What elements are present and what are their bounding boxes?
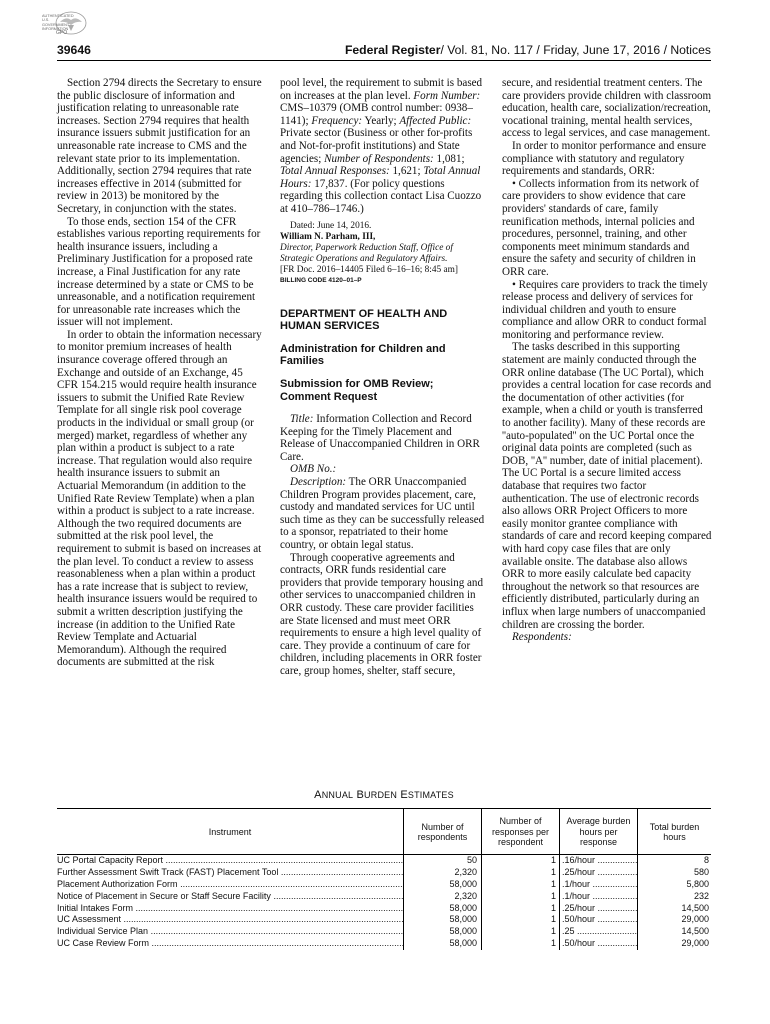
cell-responses — [481, 903, 559, 915]
cell-total-text: 232 — [693, 890, 709, 901]
title-text: Information Collection and Record Keeping for the Timely Placement and Release of Unaccompanied Children in ORR Care. — [280, 413, 480, 463]
bullet-item: • Collects information from its network of care providers to show evidence that care providers' standards of care, family reunification methods, internal policies and procedures, personnel, training, and other components meet minimum standards and ensure the safety and security of children in ORR care. — [502, 177, 699, 278]
running-head — [345, 43, 711, 57]
description-text: The ORR Unaccompanied Children Program provides placement, care, custody and mandated services for UC until such time as they can be successfully released to a sponsor, repatriated to their home country, or obtain legal status. — [280, 476, 485, 552]
paragraph-text: pool level, the requirement to submit is based on increases at the plan level. — [280, 77, 483, 102]
title-smallcaps: URDEN — [364, 790, 398, 800]
column-3 — [502, 77, 712, 644]
affected-public-label: Affected Public: — [399, 114, 472, 127]
agency-heading: DEPARTMENT OF HEALTH AND HUMAN SERVICES — [280, 307, 448, 333]
seal-text-line: GPO — [56, 30, 68, 37]
cell-instrument-text: UC Portal Capacity Report ..... — [57, 855, 403, 865]
total-responses: 1,621; — [392, 165, 421, 178]
total-responses-label: Total Annual Responses: — [280, 165, 390, 178]
seal-text-line: AUTHENTICATED — [42, 14, 74, 18]
cell-burden — [559, 914, 637, 926]
table-row — [57, 879, 711, 891]
cell-responses-text: 1 — [550, 902, 556, 913]
respondents-label: Number of Respondents: — [324, 152, 434, 165]
cell-burden-text: .25/hour ..... — [562, 867, 637, 877]
issue-details: / Vol. 81, No. 117 / Friday, June 17, 2016 / Notices — [440, 43, 711, 57]
title-label: Title: — [290, 413, 314, 426]
table-row — [57, 926, 711, 938]
publication-name: Federal Register — [344, 43, 441, 57]
cell-total — [637, 903, 711, 915]
table-title — [57, 789, 711, 802]
cell-instrument — [57, 926, 403, 938]
cell-respondents-text: 50 — [466, 855, 477, 865]
page-number: 39646 — [57, 43, 91, 57]
dated-line: Dated: June 14, 2016. — [290, 220, 372, 231]
fr-doc-line: [FR Doc. 2016–14405 Filed 6–16–16; 8:45 am] — [280, 264, 458, 275]
paragraph: In order to obtain the information necessary to monitor premium increases of health insurance coverage offered through an Exchange and outside of an Exchange, 45 CFR 154.215 would require health insurance issuers to submit the Unified Rate Review Template for all single risk pool coverage products in the individual or small group (or merged) market, regardless of whether any plan within a product is subject to a rate increase. That regulation would also require health insurance issuers to submit an Actuarial Memorandum (in addition to the Unified Rate Review Template) when a plan within a product is subject to a rate increase. Although the two required documents are submitted at the risk pool level, the requirement to submit is based on increases at the plan level. To conduct a review to assess reasonableness when a plan within a product has a rate increase that is subject to review, health insurance issuers would be required to submit a written description justifying the increase (in addition to the Unified Rate Review Template and Actuarial Memorandum). Although the required documents are submitted at the risk — [57, 328, 262, 669]
gpo-authentication-seal — [42, 10, 94, 36]
paragraph: To those ends, section 154 of the CFR establishes various reporting requirements for health insurance issuers, including a Preliminary Justification for a proposed rate increase, a Final Justification for any rate increase determined by a state or CMS to be unreasonable, and a notification requirement for unreasonable rate increases which the issuer will not implement. — [57, 215, 261, 329]
cell-burden — [559, 903, 637, 915]
cell-responses — [481, 855, 559, 867]
cell-burden-text: .1/hour ..... — [562, 879, 637, 889]
cell-respondents-text: 58,000 — [449, 938, 477, 949]
cell-responses — [481, 914, 559, 926]
cell-instrument-text: UC Assessment ..... — [57, 914, 403, 924]
cell-total — [637, 867, 711, 879]
bullet-item: • Requires care providers to track the timely release process and delivery of services for individual children and youth to ensure compliance and allow ORR to conduct formal monitoring and performance review. — [502, 278, 708, 341]
respondents-paragraph — [502, 631, 712, 644]
cell-respondents-text: 58,000 — [449, 878, 477, 889]
form-number: CMS–10379 (OMB control number: 0938–1141); — [280, 102, 473, 127]
cell-total — [637, 879, 711, 891]
omb-label: OMB No.: — [290, 463, 337, 476]
paragraph: In order to monitor performance and ensure compliance with statutory and regulatory requirements and standards, ORR: — [502, 139, 707, 178]
cell-responses-text: 1 — [550, 866, 556, 877]
cell-burden — [559, 855, 637, 867]
signer-title: Director, Paperwork Reduction Staff, Office of Strategic Operations and Regulatory Affairs. — [280, 242, 453, 264]
cell-burden-text: .50/hour ..... — [562, 938, 637, 948]
cell-total-text: 29,000 — [681, 914, 709, 925]
cell-total — [637, 914, 711, 926]
cell-respondents-text: 58,000 — [449, 902, 477, 913]
cell-responses-text: 1 — [550, 914, 556, 925]
respondents: 1,081; — [436, 152, 465, 165]
cell-instrument — [57, 867, 403, 879]
cell-respondents-text: 58,000 — [449, 914, 477, 925]
subject-heading: Submission for OMB Review; Comment Request — [280, 377, 434, 403]
column-1 — [57, 77, 263, 669]
cell-respondents — [403, 891, 481, 903]
cell-responses — [481, 926, 559, 938]
cell-responses-text: 1 — [550, 890, 556, 901]
description-paragraph — [280, 476, 486, 552]
cell-respondents — [403, 855, 481, 867]
cell-responses-text: 1 — [550, 878, 556, 889]
burden-estimates-table — [57, 808, 711, 950]
cell-total-text: 29,000 — [681, 938, 709, 949]
total-hours: 17,837. (For policy questions regarding this collection contact Lisa Cuozzo at 410–786–1746.) — [280, 177, 482, 215]
cell-responses — [481, 891, 559, 903]
cell-burden — [559, 926, 637, 938]
cell-responses-text: 1 — [550, 926, 556, 937]
cell-respondents — [403, 938, 481, 950]
affected-public: Private sector (Business or other for-profits and Not-for-profit institutions) and State agencies; — [280, 127, 473, 165]
form-number-label: Form Number: — [413, 89, 481, 102]
cell-respondents — [403, 926, 481, 938]
cell-respondents — [403, 867, 481, 879]
cell-burden — [559, 938, 637, 950]
table-row — [57, 914, 711, 926]
title-letter: B — [356, 789, 365, 801]
column-header-burden: Average burden hours per response — [559, 809, 637, 855]
respondents-label: Respondents: — [512, 631, 572, 644]
cell-instrument — [57, 879, 403, 891]
frequency: Yearly; — [364, 114, 397, 127]
cell-total-text: 580 — [693, 866, 709, 877]
table-row — [57, 867, 711, 879]
column-2 — [280, 77, 486, 678]
cell-burden — [559, 867, 637, 879]
table-body — [57, 855, 711, 950]
cell-instrument-text: Initial Intakes Form ..... — [57, 903, 403, 913]
cell-instrument-text: Individual Service Plan ..... — [57, 926, 403, 936]
paragraph-continued — [280, 77, 486, 216]
cell-instrument — [57, 914, 403, 926]
cell-respondents-text: 2,320 — [454, 890, 477, 901]
table-header — [57, 808, 711, 855]
table-row — [57, 938, 711, 950]
cell-respondents — [403, 879, 481, 891]
cell-respondents-text: 58,000 — [449, 926, 477, 937]
cell-respondents — [403, 903, 481, 915]
omb-paragraph — [280, 463, 486, 476]
title-letter: A — [314, 789, 322, 801]
cell-total — [637, 938, 711, 950]
frequency-label: Frequency: — [311, 114, 363, 127]
cell-instrument-text: Notice of Placement in Secure or Staff Secure Facility ..... — [57, 891, 403, 901]
cell-burden-text: .1/hour ..... — [562, 891, 637, 901]
table-row — [57, 903, 711, 915]
cell-burden-text: .25/hour ..... — [562, 903, 637, 913]
paragraph: Through cooperative agreements and contracts, ORR funds residential care providers that provide temporary housing and other services to unaccompanied children in ORR custody. These care provider facilities are State licensed and must meet ORR requirements to ensure a high level quality of care. They provide a continuum of care for children, including placements in ORR foster care, group homes, shelter, staff secure, — [280, 551, 484, 677]
cell-burden — [559, 879, 637, 891]
cell-total — [637, 891, 711, 903]
cell-responses — [481, 879, 559, 891]
seal-text-line: U.S. GOVERNMENT — [42, 18, 70, 27]
column-header-instrument: Instrument — [208, 826, 252, 837]
cell-burden-text: .16/hour ..... — [562, 855, 637, 865]
title-letter: E — [400, 789, 408, 801]
cell-respondents — [403, 914, 481, 926]
paragraph-continued: secure, and residential treatment centers. The care providers provide children with classroom education, health care, socialization/recreation, vocational training, mental health services, access to legal services, and case management. — [502, 77, 712, 140]
cell-total — [637, 926, 711, 938]
signer-name: William N. Parham, III, — [280, 231, 376, 242]
cell-instrument — [57, 891, 403, 903]
cell-instrument — [57, 938, 403, 950]
cell-responses — [481, 938, 559, 950]
sub-agency-heading: Administration for Children and Families — [280, 342, 446, 368]
title-paragraph — [280, 413, 486, 463]
cell-instrument — [57, 903, 403, 915]
paragraph: The tasks described in this supporting statement are mainly conducted through the ORR online database (The UC Portal), which provides a central location for case records and the documentation of other activities (for example, when a child or youth is transferred to another facility). Many of these records are ''auto-populated'' on the UC Portal once the original data points are completed (such as DOB, ''A'' number, date of initial placement). The UC Portal is a secure limited access database that requires two factor authentication. The use of electronic records also allows ORR Project Officers to more easily monitor grantee compliance with standards of care and record keeping compared with hard copy case files that are only available onsite. The database also allows ORR to more easily calculate bed capacity throughout the network so that resources are efficiently distributed, particularly during an influx when large numbers of unaccompanied children are crossing the border. — [502, 341, 712, 631]
cell-total-text: 8 — [703, 855, 709, 865]
seal-text — [42, 14, 74, 37]
billing-code: BILLING CODE 4120–01–P — [280, 276, 362, 284]
cell-instrument-text: Placement Authorization Form ..... — [57, 879, 403, 889]
cell-instrument-text: UC Case Review Form ..... — [57, 938, 403, 948]
cell-total-text: 5,800 — [686, 878, 709, 889]
column-header-respondents: Number of respondents — [403, 809, 481, 855]
cell-responses-text: 1 — [550, 855, 556, 865]
paragraph: Section 2794 directs the Secretary to ensure the public disclosure of information and justification relating to unreasonable rate increases. Section 2794 requires that health insurance issuers submit justification for an unreasonable rate increase to CMS and the relevant state prior to its implementation. Additionally, section 2794 requires that rate increases effective in 2014 (submitted for review in 2013) be monitored by the Secretary, in conjunction with the states. — [57, 77, 262, 215]
cell-responses — [481, 867, 559, 879]
seal-text-line: INFORMATION — [42, 26, 69, 31]
cell-burden — [559, 891, 637, 903]
cell-total-text: 14,500 — [681, 926, 709, 937]
cell-burden-text: .25 ..... — [562, 926, 637, 936]
cell-total-text: 14,500 — [681, 902, 709, 913]
title-smallcaps: STIMATES — [407, 790, 454, 800]
column-header-responses: Number of responses per respondent — [481, 809, 559, 855]
total-hours-label: Total Annual Hours: — [280, 165, 481, 190]
cell-instrument — [57, 855, 403, 867]
table-row — [57, 891, 711, 903]
table-row — [57, 855, 711, 867]
cell-respondents-text: 2,320 — [454, 866, 477, 877]
cell-responses-text: 1 — [550, 938, 556, 949]
cell-burden-text: .50/hour ..... — [562, 914, 637, 924]
cell-instrument-text: Further Assessment Swift Track (FAST) Placement Tool ..... — [57, 867, 403, 877]
title-smallcaps: NNUAL — [321, 790, 354, 800]
page-header — [57, 43, 711, 61]
column-header-total: Total burden hours — [637, 809, 711, 855]
description-label: Description: — [290, 476, 347, 489]
cell-total — [637, 855, 711, 867]
